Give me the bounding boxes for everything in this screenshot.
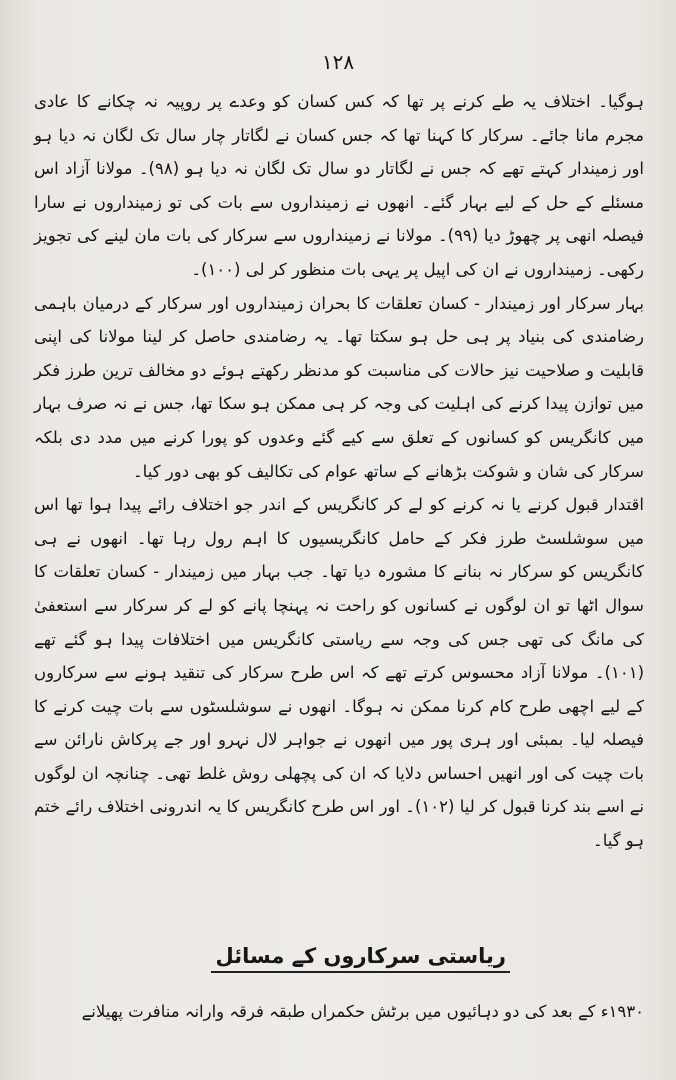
paragraph-1: ہوگیا۔ اختلاف یہ طے کرنے پر تھا کہ کس کسان کو وعدے پر روپیہ نہ چکانے کا عادی مجرم مانا جائے۔ سرکار کا کہنا تھا کہ جس کسان نے لگاتار چار سال تک لگان نہ دیا ہو اور زمیندار کہتے تھے کہ جس نے لگاتار دو سال تک لگان نہ دیا ہو (۹۸)۔ مولانا آزاد اس مسئلے کے حل کے لیے بہار گئے۔ انھوں نے زمینداروں سے بات کی تو زمینداروں نے سارا فیصلہ انھی پر چھوڑ دیا (۹۹)۔ مولانا نے زمینداروں سے سرکار کی بات مان لینے کی تجویز رکھی۔ زمینداروں نے ان کی اپیل پر یہی بات منظور کر لی (۱۰۰)۔ [34, 92, 644, 279]
section-heading: ریاستی سرکاروں کے مسائل [211, 944, 510, 973]
paragraph-2: بہار سرکار اور زمیندار - کسان تعلقات کا بحران زمینداروں اور سرکار کے درمیان باہمی رضامندی کی بنیاد پر ہی حل ہو سکتا تھا۔ یہ رضامندی حاصل کر لینا مولانا کی اپنی قابلیت و صلاحیت نیز حالات کی مناسبت کو مدنظر رکھتے ہوئے دو مخالف ترین طرز فکر میں توازن پیدا کرنے کی اہلیت کی وجہ کر ہی ممکن ہو سکا تھا، جس نے نہ صرف بہار میں کانگریس کو کسانوں کے تعلق سے کیے گئے وعدوں کو پورا کرنے میں مدد دی بلکہ سرکار کی شان و شوکت بڑھانے کے ساتھ عوام کی تکالیف کو بھی دور کیا۔ [34, 293, 644, 481]
paragraph-3: اقتدار قبول کرنے یا نہ کرنے کو لے کر کانگریس کے اندر جو اختلاف رائے پیدا ہوا تھا اس میں سوشلسٹ طرز فکر کے حامل کانگریسیوں کا اہم رول رہا تھا۔ انھوں نے ہی کانگریس کو سرکار نہ بنانے کا مشورہ دیا تھا۔ جب بہار میں زمیندار - کسان تعلقات کا سوال اٹھا تو ان لوگوں نے کسانوں کو راحت نہ پہنچا پانے کو لے کر سرکار سے استعفیٰ کی مانگ کی تھی جس کی وجہ سے ریاستی کانگریس میں اختلافات پیدا ہو گئے تھے (۱۰۱)۔ مولانا آزاد محسوس کرتے تھے کہ اس طرح سرکار کی تنقید ہونے سے سرکاروں کے لیے اچھی طرح کام کرنا ممکن نہ ہوگا۔ انھوں نے سوشلسٹوں سے بات چیت کرنے کا فیصلہ لیا۔ بمبئی اور ہری پور میں انھوں نے جواہر لال نہرو اور جے پرکاش نارائن سے بات چیت کی اور انھیں احساس دلایا کہ ان کی پچھلی روش غلط تھی۔ چنانچہ ان لوگوں نے اسے بند کرنا قبول کر لیا (۱۰۲)۔ اور اس طرح کانگریس کا یہ اندرونی اختلاف رائے ختم ہو گیا۔ [34, 495, 645, 851]
continuation-line: ۱۹۳۰ء کے بعد کی دو دہائیوں میں برٹش حکمراں طبقہ فرقہ وارانہ منافرت پھیلانے [81, 1002, 644, 1021]
body-text [34, 85, 644, 858]
page-number: ۱۲۸ [321, 50, 355, 74]
